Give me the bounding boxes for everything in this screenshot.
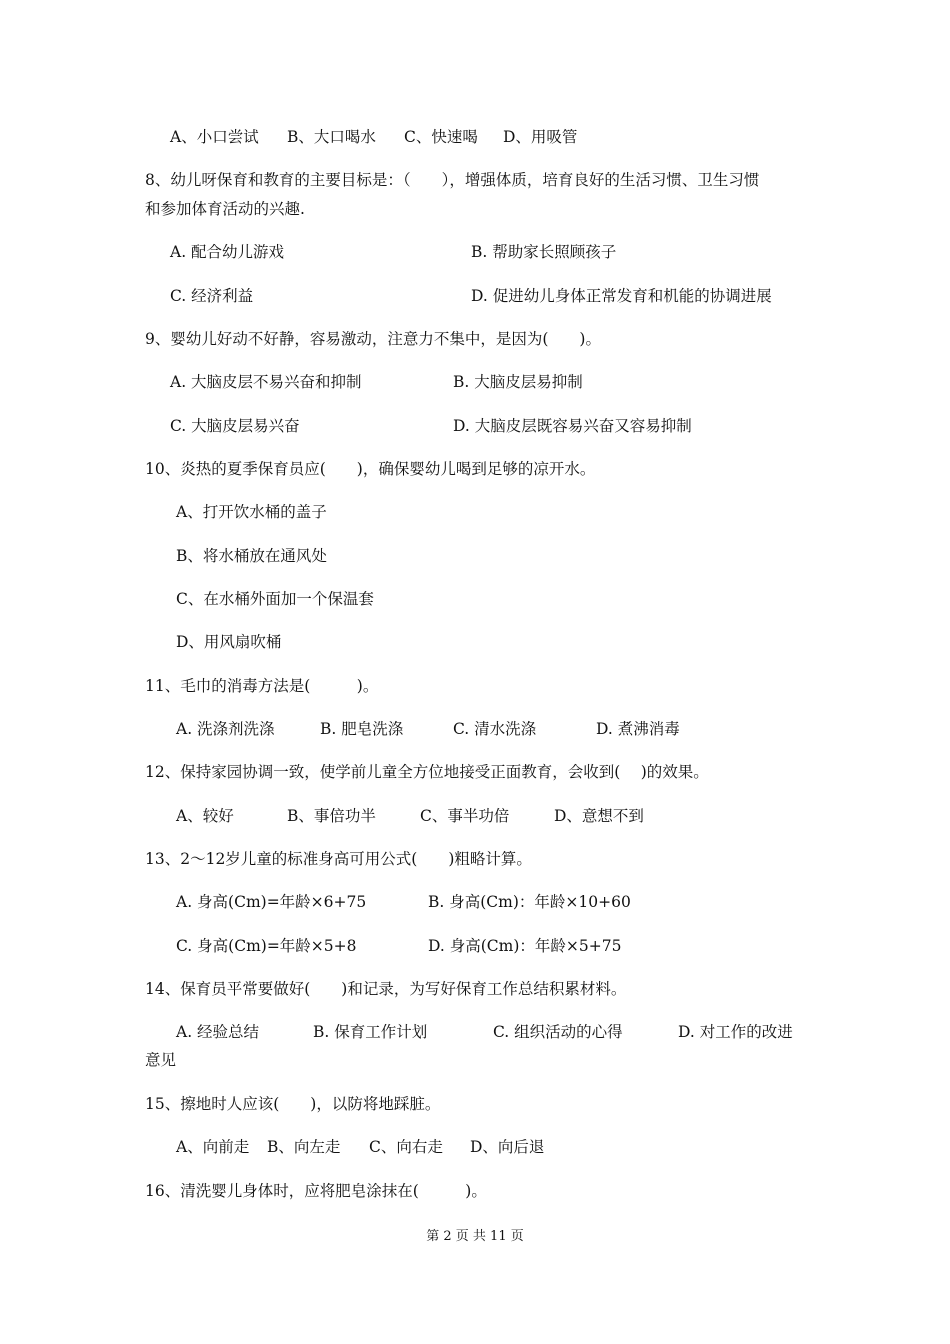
q9-option-c: C. 大脑皮层易兴奋 [170, 417, 300, 435]
question-8-stem: 8、幼儿呀保育和教育的主要目标是：（ ），增强体质，培育良好的生活习惯、卫生习惯 [145, 171, 760, 189]
q10-option-a: A、打开饮水桶的盖子 [176, 503, 327, 521]
q7-option-a: A、小口尝试 [170, 128, 259, 146]
q7-option-d: D、用吸管 [503, 128, 578, 146]
q12-option-d: D、意想不到 [554, 807, 644, 825]
q12-option-a: A、较好 [176, 807, 234, 825]
q7-option-c: C、快速喝 [404, 128, 478, 146]
q10-option-c: C、在水桶外面加一个保温套 [176, 590, 374, 608]
q13-option-b: B. 身高(Cm)：年龄×10+60 [428, 893, 631, 911]
q8-option-b: B. 帮助家长照顾孩子 [471, 243, 617, 261]
q9-option-b: B. 大脑皮层易抑制 [453, 373, 583, 391]
q10-option-d: D、用风扇吹桶 [176, 633, 282, 651]
question-8-stem-cont: 和参加体育活动的兴趣. [145, 200, 305, 218]
q10-option-b: B、将水桶放在通风处 [176, 547, 327, 565]
q11-option-c: C. 清水洗涤 [453, 720, 537, 738]
q13-option-d: D. 身高(Cm)：年龄×5+75 [428, 937, 622, 955]
question-9-stem: 9、婴幼儿好动不好静，容易激动，注意力不集中，是因为( )。 [145, 330, 601, 348]
q15-option-a: A、向前走 [176, 1138, 250, 1156]
question-10-stem: 10、炎热的夏季保育员应( )，确保婴幼儿喝到足够的凉开水。 [145, 460, 596, 478]
q15-option-b: B、向左走 [267, 1138, 341, 1156]
question-14-stem: 14、保育员平常要做好( )和记录，为写好保育工作总结积累材料。 [145, 980, 627, 998]
q14-option-c: C. 组织活动的心得 [493, 1023, 623, 1041]
q8-option-d: D. 促进幼儿身体正常发育和机能的协调进展 [471, 287, 772, 305]
q12-option-b: B、事倍功半 [287, 807, 376, 825]
q15-option-c: C、向右走 [369, 1138, 443, 1156]
q8-option-a: A. 配合幼儿游戏 [170, 243, 285, 261]
page-footer: 第 2 页 共 11 页 [426, 1229, 524, 1244]
question-13-stem: 13、2～12岁儿童的标准身高可用公式( )粗略计算。 [145, 850, 532, 868]
q7-option-b: B、大口喝水 [287, 128, 376, 146]
q11-option-a: A. 洗涤剂洗涤 [176, 720, 275, 738]
question-16-stem: 16、清洗婴儿身体时，应将肥皂涂抹在( )。 [145, 1182, 487, 1200]
q15-option-d: D、向后退 [470, 1138, 545, 1156]
q14-option-b: B. 保育工作计划 [313, 1023, 428, 1041]
q13-option-a: A. 身高(Cm)=年龄×6+75 [176, 893, 367, 911]
q14-option-d-wrap: 意见 [145, 1051, 177, 1069]
q8-option-c: C. 经济利益 [170, 287, 254, 305]
q14-option-d: D. 对工作的改进 [678, 1023, 793, 1041]
question-12-stem: 12、保持家园协调一致，使学前儿童全方位地接受正面教育，会收到( )的效果。 [145, 763, 709, 781]
q11-option-b: B. 肥皂洗涤 [320, 720, 404, 738]
question-11-stem: 11、毛巾的消毒方法是( )。 [145, 677, 379, 695]
question-15-stem: 15、擦地时人应该( )，以防将地踩脏。 [145, 1095, 441, 1113]
q9-option-d: D. 大脑皮层既容易兴奋又容易抑制 [453, 417, 692, 435]
q12-option-c: C、事半功倍 [420, 807, 510, 825]
q13-option-c: C. 身高(Cm)=年龄×5+8 [176, 937, 357, 955]
q11-option-d: D. 煮沸消毒 [596, 720, 680, 738]
q14-option-a: A. 经验总结 [176, 1023, 260, 1041]
q9-option-a: A. 大脑皮层不易兴奋和抑制 [170, 373, 362, 391]
